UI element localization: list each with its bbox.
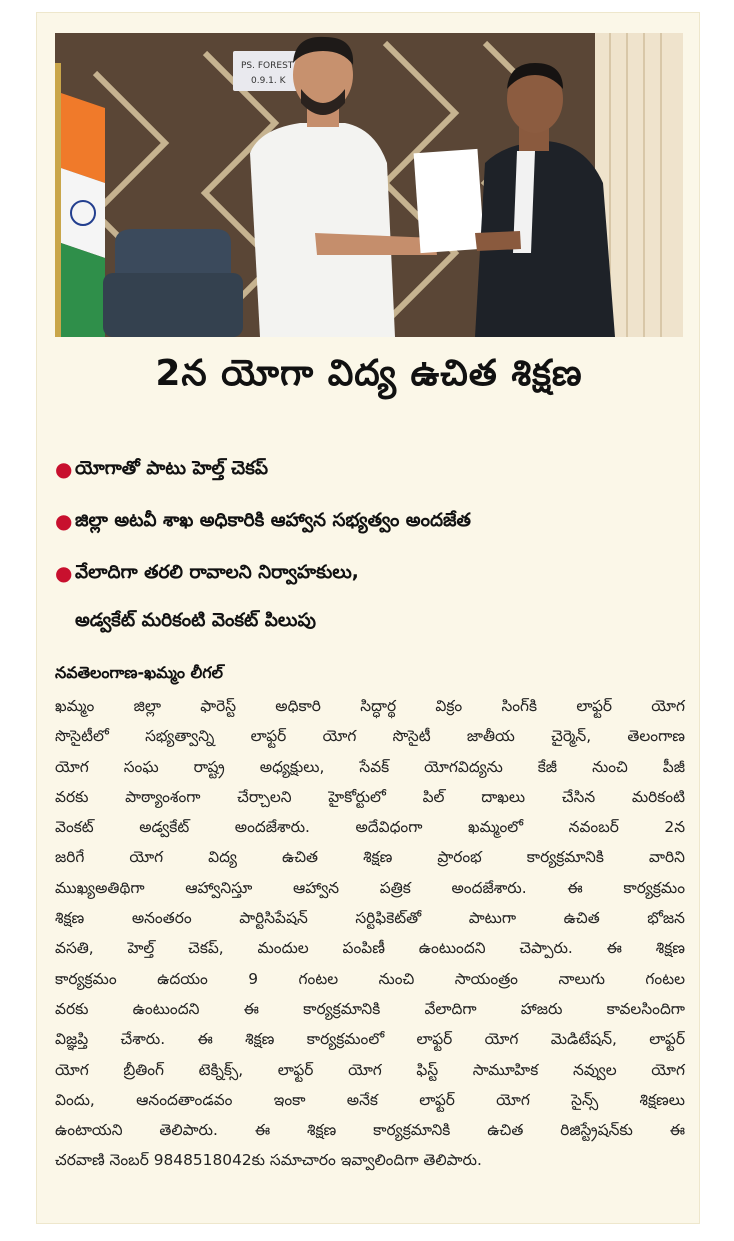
headline: 2న యోగా విద్య ఉచిత శిక్షణ xyxy=(155,353,583,394)
body-line: జరిగే యోగ విద్య ఉచిత శిక్షణ ప్రారంభ కార్యక్రమానికి వారిని xyxy=(55,848,685,867)
body-line: వెంకట్ అడ్వకేట్ అందజేశారు. అదేవిధంగా ఖమ్మంలో నవంబర్ 2న xyxy=(55,818,685,837)
bullet-list xyxy=(55,453,695,657)
bullet-item xyxy=(55,557,695,637)
body-line: కార్యక్రమం ఉదయం 9 గంటల నుంచి సాయంత్రం నాలుగు గంటల xyxy=(55,969,685,988)
bullet-text: వేలాదిగా తరలి రావాలని నిర్వాహకులు, xyxy=(75,562,359,583)
newspaper-clipping xyxy=(36,12,700,1224)
bullet-dot-icon: ● xyxy=(55,457,73,481)
photo-sign: PS. FOREST xyxy=(241,61,294,71)
bullet-item xyxy=(55,505,695,537)
body-line: ఉంటాయని తెలిపారు. ఈ శిక్షణ కార్యక్రమానికి ఉచిత రిజిస్ట్రేషన్‌కు ఈ xyxy=(55,1121,685,1140)
dateline: నవతెలంగాణ-ఖమ్మం లీగల్ xyxy=(55,663,223,682)
bullet-dot-icon: ● xyxy=(55,561,73,585)
body-line: చరవాణి నెంబర్ 9848518042కు సమాచారం ఇవ్వాలిందిగా తెలిపారు. xyxy=(55,1151,482,1170)
bullet-item xyxy=(55,453,695,485)
body-line: విజ్ఞప్తి చేశారు. ఈ శిక్షణ కార్యక్రమంలో లాఫ్టర్ యోగ మెడిటేషన్, లాఫ్టర్ xyxy=(55,1030,685,1049)
news-photo xyxy=(55,33,683,337)
article-body xyxy=(55,691,685,1176)
bullet-text: అడ్వకేట్ మరికంటి వెంకట్ పిలుపు xyxy=(75,610,316,631)
body-line: యోగ బ్రీతింగ్ టెక్నిక్స్, లాఫ్టర్ యోగ ఫిస్ట్ సామూహిక నవ్వుల యోగ xyxy=(55,1060,685,1079)
body-line: ముఖ్యఅతిథిగా ఆహ్వానిస్తూ ఆహ్వాన పత్రిక అందజేశారు. ఈ కార్యక్రమం xyxy=(55,878,685,897)
bullet-dot-icon: ● xyxy=(55,509,73,533)
body-line: వరకు ఉంటుందని ఈ కార్యక్రమానికి వేలాదిగా హాజరు కావలసిందిగా xyxy=(55,999,685,1018)
body-line: శిక్షణ అనంతరం పార్టిసిపేషన్ సర్టిఫికెట్‌తో పాటుగా ఉచిత భోజన xyxy=(55,909,685,928)
bullet-text: యోగాతో పాటు హెల్త్ చెకప్ xyxy=(75,458,269,479)
body-line: వరకు పాఠ్యాంశంగా చేర్చాలని హైకోర్టులో పిల్ దాఖలు చేసిన మరికంటి xyxy=(55,787,685,806)
body-line: ఖమ్మం జిల్లా ఫారెస్ట్ అధికారి సిద్ధార్థ విక్రం సింగ్‌కి లాఫ్టర్ యోగ xyxy=(55,697,685,715)
body-line: విందు, ఆనందతాండవం ఇంకా అనేక లాఫ్టర్ యోగ సైన్స్ శిక్షణలు xyxy=(55,1090,685,1109)
body-line: వసతి, హెల్త్ చెకప్, మందుల పంపిణీ ఉంటుందని చెప్పారు. ఈ శిక్షణ xyxy=(55,939,685,958)
svg-text:0.9.1. K: 0.9.1. K xyxy=(251,76,286,86)
body-line: యోగ సంఘ రాష్ట్ర అధ్యక్షులు, సేవక్ యోగవిద్యను కేజీ నుంచి పీజీ xyxy=(55,757,685,776)
body-line: సొసైటీలో సభ్యత్వాన్ని లాఫ్టర్ యోగ సొసైటీ జాతీయ చైర్మెన్, తెలంగాణ xyxy=(55,727,685,746)
bullet-text: జిల్లా అటవీ శాఖ అధికారికి ఆహ్వాన సభ్యత్వం అందజేత xyxy=(75,510,471,531)
